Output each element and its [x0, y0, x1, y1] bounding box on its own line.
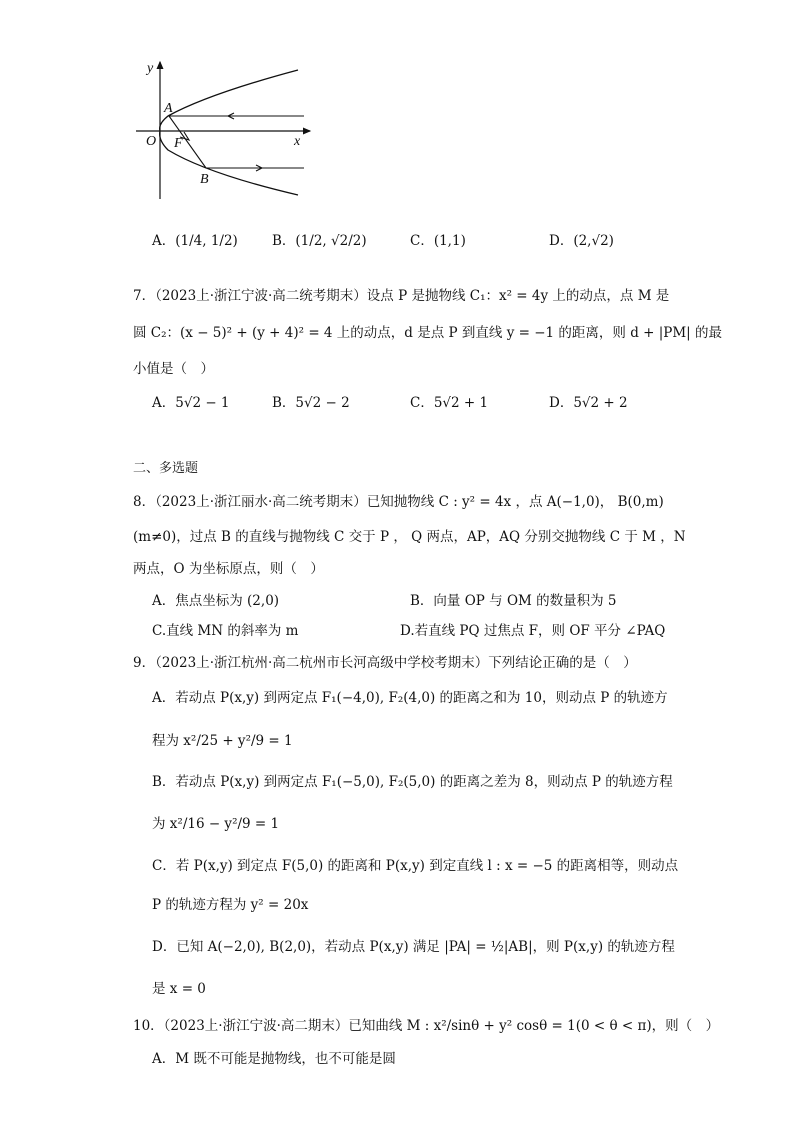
q8-line2: (m≠0)，过点 B 的直线与抛物线 C 交于 P ， Q 两点，AP，AQ 分别交抛物线 C 于 M ，N [133, 529, 686, 545]
q9-option-b-line1[interactable]: B．若动点 P(x,y) 到两定点 F₁(−5,0), F₂(5,0) 的距离之差为 8，则动点 P 的轨迹方程 [152, 774, 673, 790]
q10-option-a[interactable]: A．M 既不可能是抛物线，也不可能是圆 [152, 1051, 396, 1067]
q7-option-d[interactable]: D．5√2 + 2 [549, 395, 628, 411]
q6-option-c[interactable]: C．(1,1) [410, 233, 466, 249]
q9-option-a-line1[interactable]: A．若动点 P(x,y) 到两定点 F₁(−4,0), F₂(4,0) 的距离之和为 10，则动点 P 的轨迹方 [152, 690, 668, 706]
label-F: F [174, 136, 183, 151]
q9-option-b-line2: 为 x²/16 − y²/9 = 1 [152, 816, 280, 832]
q9-option-c-line2: P 的轨迹方程为 y² = 20x [152, 897, 309, 913]
q8-line3: 两点，O 为坐标原点，则（ ） [133, 561, 324, 577]
q8-line1: 8．（2023上·浙江丽水·高二统考期末）已知抛物线 C : y² = 4x ，点 A(−1,0)， B(0,m) [133, 494, 664, 510]
q9-option-d-line1[interactable]: D．已知 A(−2,0), B(2,0)，若动点 P(x,y) 满足 |PA| = ½|AB|，则 P(x,y) 的轨迹方程 [152, 939, 675, 955]
q6-option-d[interactable]: D．(2,√2) [549, 233, 614, 249]
label-A: A [164, 101, 173, 116]
q7-line1: 7．（2023上·浙江宁波·高二统考期末）设点 P 是抛物线 C₁：x² = 4y 上的动点，点 M 是 [133, 288, 670, 304]
label-y: y [147, 61, 154, 76]
section-heading-multiple-choice: 二、多选题 [133, 460, 199, 475]
q8-option-a[interactable]: A．焦点坐标为 (2,0) [152, 593, 280, 609]
label-B: B [200, 172, 209, 187]
q9-option-c-line1[interactable]: C．若 P(x,y) 到定点 F(5,0) 的距离和 P(x,y) 到定直线 l : x = −5 的距离相等，则动点 [152, 858, 679, 874]
parabola-diagram [128, 54, 318, 199]
q10-line1: 10．（2023上·浙江宁波·高二期末）已知曲线 M : x²/sinθ + y² cosθ = 1(0 < θ < π)，则（ ） [133, 1018, 720, 1034]
q7-line3: 小值是（ ） [133, 361, 214, 377]
q8-option-c[interactable]: C.直线 MN 的斜率为 m [152, 623, 299, 639]
q9-option-d-line2: 是 x = 0 [152, 981, 206, 997]
label-x: x [294, 134, 301, 149]
q8-option-d[interactable]: D.若直线 PQ 过焦点 F，则 OF 平分 ∠PAQ [400, 623, 666, 639]
q8-option-b[interactable]: B．向量 OP 与 OM 的数量积为 5 [410, 593, 617, 609]
q6-option-b[interactable]: B．(1/2, √2/2) [272, 233, 367, 249]
q7-option-a[interactable]: A．5√2 − 1 [152, 395, 230, 411]
q6-option-a[interactable]: A．(1/4, 1/2) [152, 233, 238, 249]
q7-option-c[interactable]: C．5√2 + 1 [410, 395, 489, 411]
q7-line2: 圆 C₂：(x − 5)² + (y + 4)² = 4 上的动点，d 是点 P 到直线 y = −1 的距离，则 d + |PM| 的最 [133, 325, 723, 341]
q9-line1: 9．（2023上·浙江杭州·高二杭州市长河高级中学校考期末）下列结论正确的是（ ） [133, 655, 637, 671]
parabola-figure [128, 54, 318, 199]
label-O: O [146, 134, 157, 149]
q9-option-a-line2: 程为 x²/25 + y²/9 = 1 [152, 733, 293, 749]
q7-option-b[interactable]: B．5√2 − 2 [272, 395, 350, 411]
